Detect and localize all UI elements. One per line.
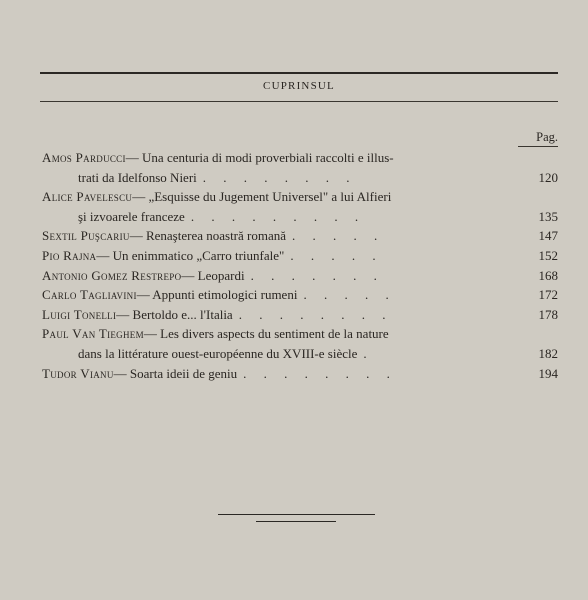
dot-leader: . . . . . <box>292 228 385 244</box>
entry-page-number: 147 <box>538 228 558 244</box>
dot-leader: . . . . . . . <box>250 267 384 283</box>
entry-title-continued: dans la littérature ouest-européenne du XVIII-e siècle <box>78 345 358 361</box>
entry-page-number: 120 <box>538 169 558 185</box>
heading-rule <box>40 101 558 102</box>
closing-rule-short <box>256 521 336 522</box>
entry-page-number: 194 <box>538 365 558 381</box>
page-column-rule <box>518 146 558 147</box>
toc-entry <box>42 148 558 187</box>
closing-rule-long <box>218 514 375 515</box>
entry-title-continued: şi izvoarele franceze <box>78 208 185 224</box>
toc-entry <box>42 226 558 246</box>
entry-title: — „Esquisse du Jugement Universel" a lui Alfieri <box>132 189 392 205</box>
entry-author: Paul Van Tieghem <box>42 326 144 342</box>
dot-leader: . . . . . . . . <box>202 169 357 185</box>
entry-title-continued: trati da Idelfonso Nieri <box>78 169 197 185</box>
toc-entry <box>42 305 558 325</box>
entry-title: — Soarta ideii de geniu <box>113 365 238 381</box>
entry-title: — Appunti etimologici rumeni <box>136 287 298 303</box>
toc-entry <box>42 246 558 266</box>
entry-title: — Bertoldo e... l'Italia <box>116 306 233 322</box>
entry-author: Pio Rajna <box>42 247 97 263</box>
entry-page-number: 182 <box>538 345 558 361</box>
entry-title: — Una centuria di modi proverbiali raccolti e illus- <box>125 150 394 165</box>
page-column-label: Pag. <box>536 130 558 144</box>
toc-entry <box>42 364 558 384</box>
entry-title: — Les divers aspects du sentiment de la nature <box>143 326 389 342</box>
entry-title: — Un enimmatico „Carro triunfale" <box>96 247 285 263</box>
toc-entry <box>42 324 558 363</box>
entry-page-number: 172 <box>538 287 558 303</box>
toc-entry <box>42 285 558 305</box>
entry-title: — Leopardi <box>181 267 245 283</box>
entry-author: Alice Pavelescu <box>42 189 133 205</box>
entry-author: Luigi Tonelli <box>42 306 117 322</box>
table-of-contents <box>42 148 558 383</box>
toc-entry <box>42 187 558 226</box>
dot-leader: . <box>363 345 374 361</box>
contents-heading: CUPRINSUL <box>263 80 335 92</box>
entry-page-number: 152 <box>538 247 558 263</box>
entry-author: Tudor Vianu <box>42 365 114 381</box>
entry-author: Antonio Gomez Restrepo <box>42 267 182 283</box>
dot-leader: . . . . . . . . <box>238 306 393 322</box>
dot-leader: . . . . . . . . <box>243 365 397 381</box>
dot-leader: . . . . . . . . . <box>190 208 366 224</box>
entry-page-number: 178 <box>538 306 558 322</box>
entry-page-number: 135 <box>538 208 558 224</box>
top-rule <box>40 72 558 74</box>
dot-leader: . . . . . <box>290 247 383 263</box>
entry-title: — Renaşterea noastră romană <box>129 228 287 244</box>
dot-leader: . . . . . <box>303 287 396 303</box>
entry-author: Sextil Puşcariu <box>42 228 130 244</box>
toc-entry <box>42 266 558 286</box>
entry-page-number: 168 <box>538 267 558 283</box>
entry-author: Amos Parducci <box>42 150 126 165</box>
entry-author: Carlo Tagliavini <box>42 287 137 303</box>
